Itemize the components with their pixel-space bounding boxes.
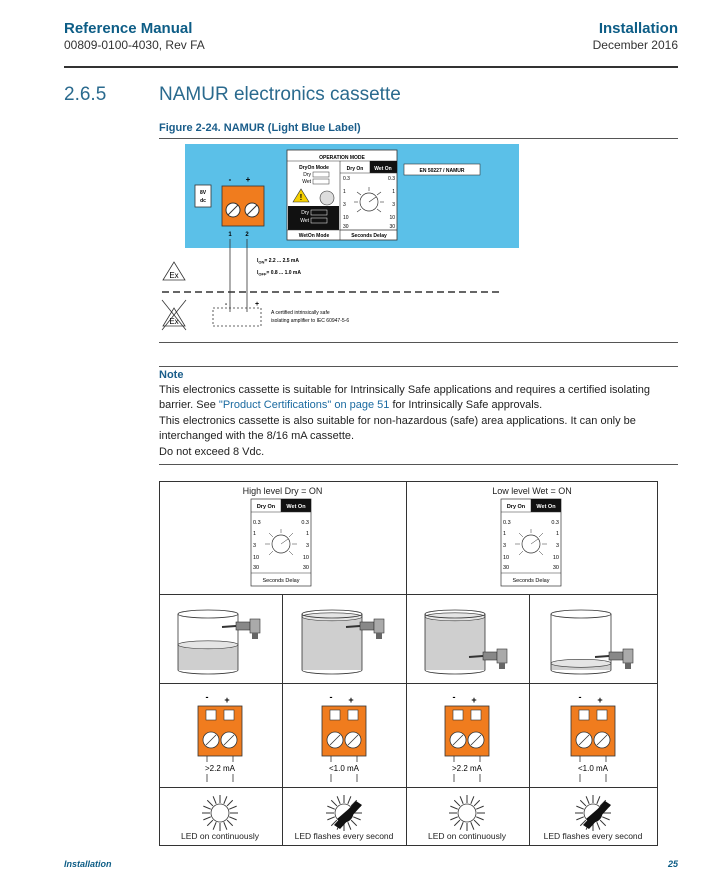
- led-caption: LED on continuously: [181, 831, 259, 841]
- ex-label-lower: Ex: [169, 317, 179, 326]
- svg-text:10: 10: [503, 555, 510, 561]
- note-top-rule: [159, 366, 678, 367]
- section-title: NAMUR electronics cassette: [159, 84, 401, 105]
- current-value: <1.0 mA: [577, 764, 609, 773]
- isolating-amplifier-box: [213, 308, 261, 326]
- terminal-plus: +: [245, 175, 251, 184]
- note-paragraph-1: This electronics cassette is suitable for Intrinsically Safe applications and requires a certified isolating barrier. See "Product Certifications" on page 51 for Intrinsically Safe approvals.: [159, 384, 650, 411]
- amp-minus: -: [224, 301, 228, 308]
- minus-sign: -: [452, 692, 456, 702]
- svg-text:1: 1: [305, 531, 309, 537]
- terminal-block-illustration: [427, 688, 507, 788]
- amplifier-note-line1: A certified intrinsically safe: [271, 310, 330, 316]
- plus-sign: +: [597, 695, 603, 705]
- svg-text:30: 30: [552, 565, 559, 571]
- dry-label-bottom: Dry: [301, 210, 309, 216]
- plus-sign: +: [471, 695, 477, 705]
- current-value: >2.2 mA: [204, 764, 236, 773]
- led-caption: LED flashes every second: [543, 831, 643, 841]
- svg-text:1: 1: [253, 531, 257, 537]
- svg-text:30: 30: [302, 565, 309, 571]
- minus-sign: -: [578, 692, 582, 702]
- wet-label-bottom: Wet: [300, 218, 309, 224]
- supply-label-dc: dc: [200, 198, 206, 204]
- led-caption: LED flashes every second: [294, 831, 394, 841]
- svg-text:!: !: [299, 193, 303, 202]
- delay-left-4: 30: [343, 224, 349, 230]
- header-date: December 2016: [592, 38, 678, 52]
- led-caption: LED on continuously: [428, 831, 506, 841]
- svg-text:30: 30: [253, 565, 260, 571]
- wet-on-label: Wet On: [374, 166, 392, 172]
- dryon-mode-label: DryOn Mode: [299, 165, 329, 171]
- note-paragraph-2: This electronics cassette is also suitable for non-hazardous (safe) area applications. It can only be interchanged with the 8/16 mA cassette.: [159, 415, 636, 442]
- tank-illustration: [165, 600, 275, 680]
- terminal-block-illustration: [553, 688, 633, 788]
- delay-left-1: 1: [343, 189, 346, 195]
- amplifier-note-line2: isolating amplifier to IEC 60947-5-6: [271, 318, 350, 324]
- section-number: 2.6.5: [64, 84, 107, 105]
- terminal-block-illustration: [304, 688, 384, 788]
- op-mode-title: OPERATION MODE: [319, 155, 365, 161]
- header-low-level: Low level Wet = ON: [492, 486, 572, 496]
- figure-bottom-rule: [159, 342, 678, 343]
- header-doc-number: 00809-0100-4030, Rev FA: [64, 38, 205, 52]
- panel1-wet-on: Wet On: [286, 504, 306, 510]
- note-bottom-rule: [159, 464, 678, 465]
- panel2-dry-on: Dry On: [506, 504, 526, 510]
- supply-label-v: 8V: [199, 190, 207, 196]
- delay-left-0: 0.3: [343, 176, 350, 182]
- ex-label-upper: Ex: [169, 271, 179, 280]
- panel1-dry-on: Dry On: [256, 504, 276, 510]
- delay-left-3: 10: [343, 215, 349, 221]
- amp-plus: +: [254, 301, 260, 308]
- svg-text:3: 3: [555, 543, 559, 549]
- delay-right-0: 0.3: [388, 176, 395, 182]
- led-sun-icon: [568, 793, 618, 833]
- minus-sign: -: [205, 692, 209, 702]
- header-manual-title: Reference Manual: [64, 20, 193, 37]
- svg-text:10: 10: [253, 555, 260, 561]
- terminal-1-label: 1: [228, 232, 232, 238]
- delay-right-2: 3: [392, 202, 395, 208]
- header-high-level: High level Dry = ON: [242, 486, 323, 496]
- wet-on-delay-panel: [500, 498, 562, 588]
- dry-on-label: Dry On: [346, 166, 364, 172]
- svg-text:30: 30: [503, 565, 510, 571]
- svg-text:0.3: 0.3: [551, 520, 559, 526]
- footer-section: Installation: [64, 859, 112, 869]
- figure-rule: [159, 138, 678, 139]
- dry-on-delay-panel: [250, 498, 312, 588]
- delay-right-1: 1: [392, 189, 395, 195]
- panel1-seconds-delay: Seconds Delay: [262, 578, 300, 584]
- svg-text:1: 1: [503, 531, 507, 537]
- product-certifications-link[interactable]: "Product Certifications" on page 51: [218, 399, 390, 411]
- current-value: >2.2 mA: [451, 764, 483, 773]
- note-paragraph-3: Do not exceed 8 Vdc.: [159, 446, 265, 458]
- tank-liquid: [425, 617, 485, 670]
- i-on-symbol: $I_{ON}= 2.2$ ... 2.5 mA: [257, 258, 299, 265]
- current-value: <1.0 mA: [328, 764, 360, 773]
- terminal-block-illustration: [180, 688, 260, 788]
- tank-liquid: [302, 617, 362, 670]
- en-standard-label: EN 50227 / NAMUR: [419, 168, 465, 174]
- delay-left-2: 3: [343, 202, 346, 208]
- panel2-wet-on: Wet On: [536, 504, 556, 510]
- terminal-2-label: 2: [245, 232, 249, 238]
- svg-text:0.3: 0.3: [301, 520, 309, 526]
- svg-text:1: 1: [555, 531, 559, 537]
- dry-label-top: Dry: [303, 172, 311, 178]
- note-title: Note: [159, 369, 184, 381]
- footer-page-number: 25: [667, 859, 678, 869]
- level-switch-icon: [222, 619, 260, 639]
- plus-sign: +: [224, 695, 230, 705]
- led-sun-icon: [319, 793, 369, 833]
- svg-text:3: 3: [253, 543, 257, 549]
- header-rule: [64, 66, 678, 68]
- plus-sign: +: [348, 695, 354, 705]
- svg-text:10: 10: [552, 555, 559, 561]
- delay-right-4: 30: [389, 224, 395, 230]
- delay-right-3: 10: [389, 215, 395, 221]
- tank-illustration: [538, 600, 648, 680]
- svg-text:0.3: 0.3: [253, 520, 261, 526]
- i-off-symbol: $I_{OFF}= 0.8$ ... 1.0 mA: [257, 270, 301, 277]
- tank-illustration: [289, 600, 399, 680]
- svg-text:10: 10: [302, 555, 309, 561]
- weton-mode-label: WetOn Mode: [298, 233, 330, 239]
- svg-text:3: 3: [503, 543, 507, 549]
- led-sun-icon: [442, 793, 492, 833]
- namur-wiring-diagram: [150, 140, 530, 340]
- header-chapter-title: Installation: [598, 20, 678, 37]
- wet-label-top: Wet: [302, 179, 311, 185]
- svg-text:0.3: 0.3: [503, 520, 511, 526]
- led-indicator: [320, 191, 334, 205]
- figure-caption: Figure 2-24. NAMUR (Light Blue Label): [159, 122, 361, 134]
- tank-illustration: [412, 600, 522, 680]
- seconds-delay-label: Seconds Delay: [351, 233, 387, 239]
- svg-text:3: 3: [305, 543, 309, 549]
- terminal-minus: -: [228, 175, 232, 184]
- led-sun-icon: [195, 793, 245, 833]
- minus-sign: -: [329, 692, 333, 702]
- panel2-seconds-delay: Seconds Delay: [512, 578, 550, 584]
